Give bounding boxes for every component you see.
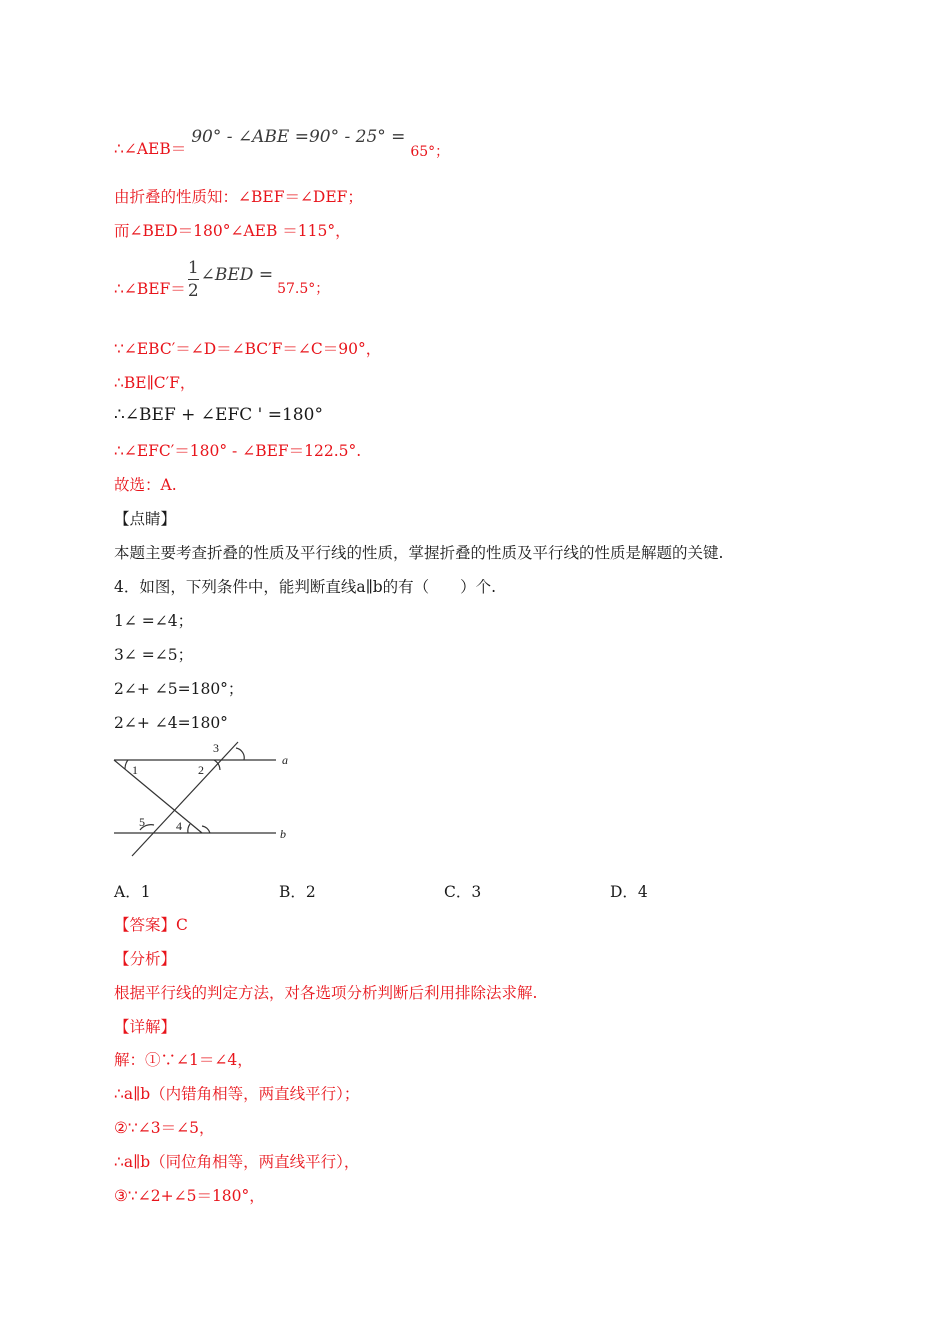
fraction-numerator: 1 <box>187 257 199 278</box>
arc-1 <box>125 760 128 769</box>
choice-b: B．2 <box>279 883 316 901</box>
bef-result: 57.5°； <box>277 281 330 297</box>
label-angle-5: 5 <box>139 815 145 829</box>
line-aeb <box>114 127 450 161</box>
label-line-b: b <box>280 827 286 841</box>
arc-4 <box>188 824 190 833</box>
line-right-angles: ∵∠EBC′＝∠D＝∠BC′F＝∠C＝90°， <box>114 340 382 358</box>
arc-3 <box>236 748 244 760</box>
line-fold-property: 由折叠的性质知：∠BEF＝∠DEF； <box>114 188 363 206</box>
q4-cond-4: 2∠+ ∠4=180° <box>114 714 228 732</box>
detail-line-4: ∴a∥b（同位角相等，两直线平行）， <box>114 1153 360 1171</box>
analysis-heading: 【分析】 <box>114 950 177 968</box>
q4-cond-2: 3∠ =∠5； <box>114 646 194 664</box>
choice-c: C．3 <box>444 883 482 901</box>
label-angle-2: 2 <box>198 763 204 777</box>
parallel-lines-figure <box>110 738 295 858</box>
line-bed: 而∠BED＝180°∠AEB ＝115°， <box>114 222 351 240</box>
arc-6 <box>202 826 210 833</box>
q4-stem: 4．如图，下列条件中，能判断直线a∥b的有（ ）个. <box>114 578 497 596</box>
line-efc: ∴∠EFC′＝180° - ∠BEF＝122.5°. <box>114 442 362 460</box>
point-text: 本题主要考查折叠的性质及平行线的性质，掌握折叠的性质及平行线的性质是解题的关键. <box>114 544 724 562</box>
detail-line-3: ②∵∠3＝∠5， <box>114 1119 215 1137</box>
q4-cond-3: 2∠+ ∠5=180°； <box>114 680 244 698</box>
choice-d: D．4 <box>610 883 648 901</box>
bef-math: ∠BED = <box>200 265 274 285</box>
transversal-1 <box>114 760 202 833</box>
answer-line: 【答案】C <box>114 916 188 934</box>
label-line-a: a <box>282 753 288 767</box>
fraction-half <box>188 257 199 302</box>
detail-line-2: ∴a∥b（内错角相等，两直线平行）； <box>114 1085 360 1103</box>
line-parallel-be-cf: ∴BE∥C′F， <box>114 374 196 392</box>
choice-a: A．1 <box>114 883 151 901</box>
label-angle-3: 3 <box>213 741 219 755</box>
fraction-denominator: 2 <box>187 280 199 301</box>
q4-cond-1: 1∠ =∠4； <box>114 612 194 630</box>
analysis-text: 根据平行线的判定方法，对各选项分析判断后利用排除法求解. <box>114 984 538 1002</box>
aeb-prefix: ∴∠AEB＝ <box>114 140 187 158</box>
detail-heading: 【详解】 <box>114 1018 177 1036</box>
detail-line-1: 解：①∵∠1＝∠4， <box>114 1051 253 1069</box>
aeb-math: 90° - ∠ABE =90° - 25° = <box>191 127 406 147</box>
detail-line-5: ③∵∠2+∠5＝180°， <box>114 1187 265 1205</box>
transversal-2 <box>132 742 238 856</box>
label-angle-1: 1 <box>132 763 138 777</box>
aeb-result: 65°； <box>410 144 450 160</box>
bef-prefix: ∴∠BEF＝ <box>114 280 186 298</box>
label-angle-4: 4 <box>176 819 182 833</box>
line-angle-sum: ∴∠BEF + ∠EFC ' =180° <box>114 405 323 425</box>
line-bef <box>114 254 329 304</box>
line-choose-a: 故选：A. <box>114 476 177 494</box>
section-point: 【点睛】 <box>114 510 177 528</box>
